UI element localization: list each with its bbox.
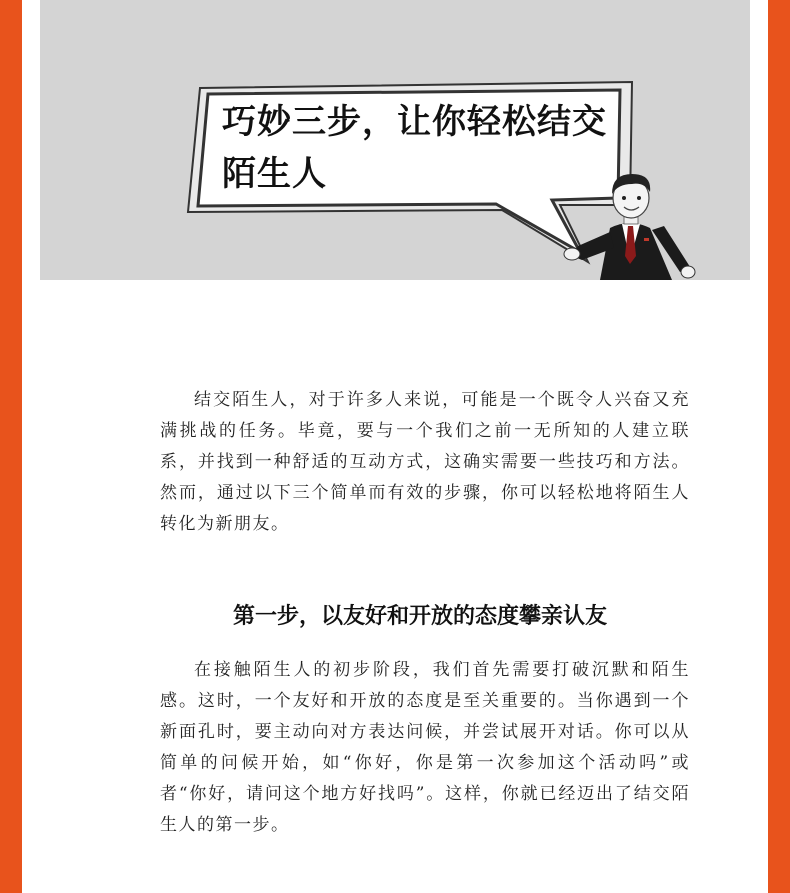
intro-paragraph: 结交陌生人，对于许多人来说，可能是一个既令人兴奋又充满挑战的任务。毕竟，要与一个我们之前一无所知的人建立联系，并找到一种舒适的互动方式，这确实需要一些技巧和方法。然而，通过以下三个简单而有效的步骤，你可以轻松地将陌生人转化为新朋友。	[160, 390, 690, 534]
page	[22, 0, 768, 893]
businessman-illustration-icon	[560, 160, 700, 280]
banner-title: 巧妙三步，让你轻松结交陌生人	[222, 102, 607, 194]
step1-paragraph: 在接触陌生人的初步阶段，我们首先需要打破沉默和陌生感。这时，一个友好和开放的态度是至关重要的。当你遇到一个新面孔时，要主动向对方表达问候，并尝试展开对话。你可以从简单的问候开始，如“你好，你是第一次参加这个活动吗”或者“你好，请问这个地方好找吗”。这样，你就已经迈出了结交陌生人的第一步。	[160, 660, 690, 835]
step1-heading: 第一步，以友好和开放的态度攀亲认友	[232, 604, 607, 629]
banner	[40, 0, 750, 280]
